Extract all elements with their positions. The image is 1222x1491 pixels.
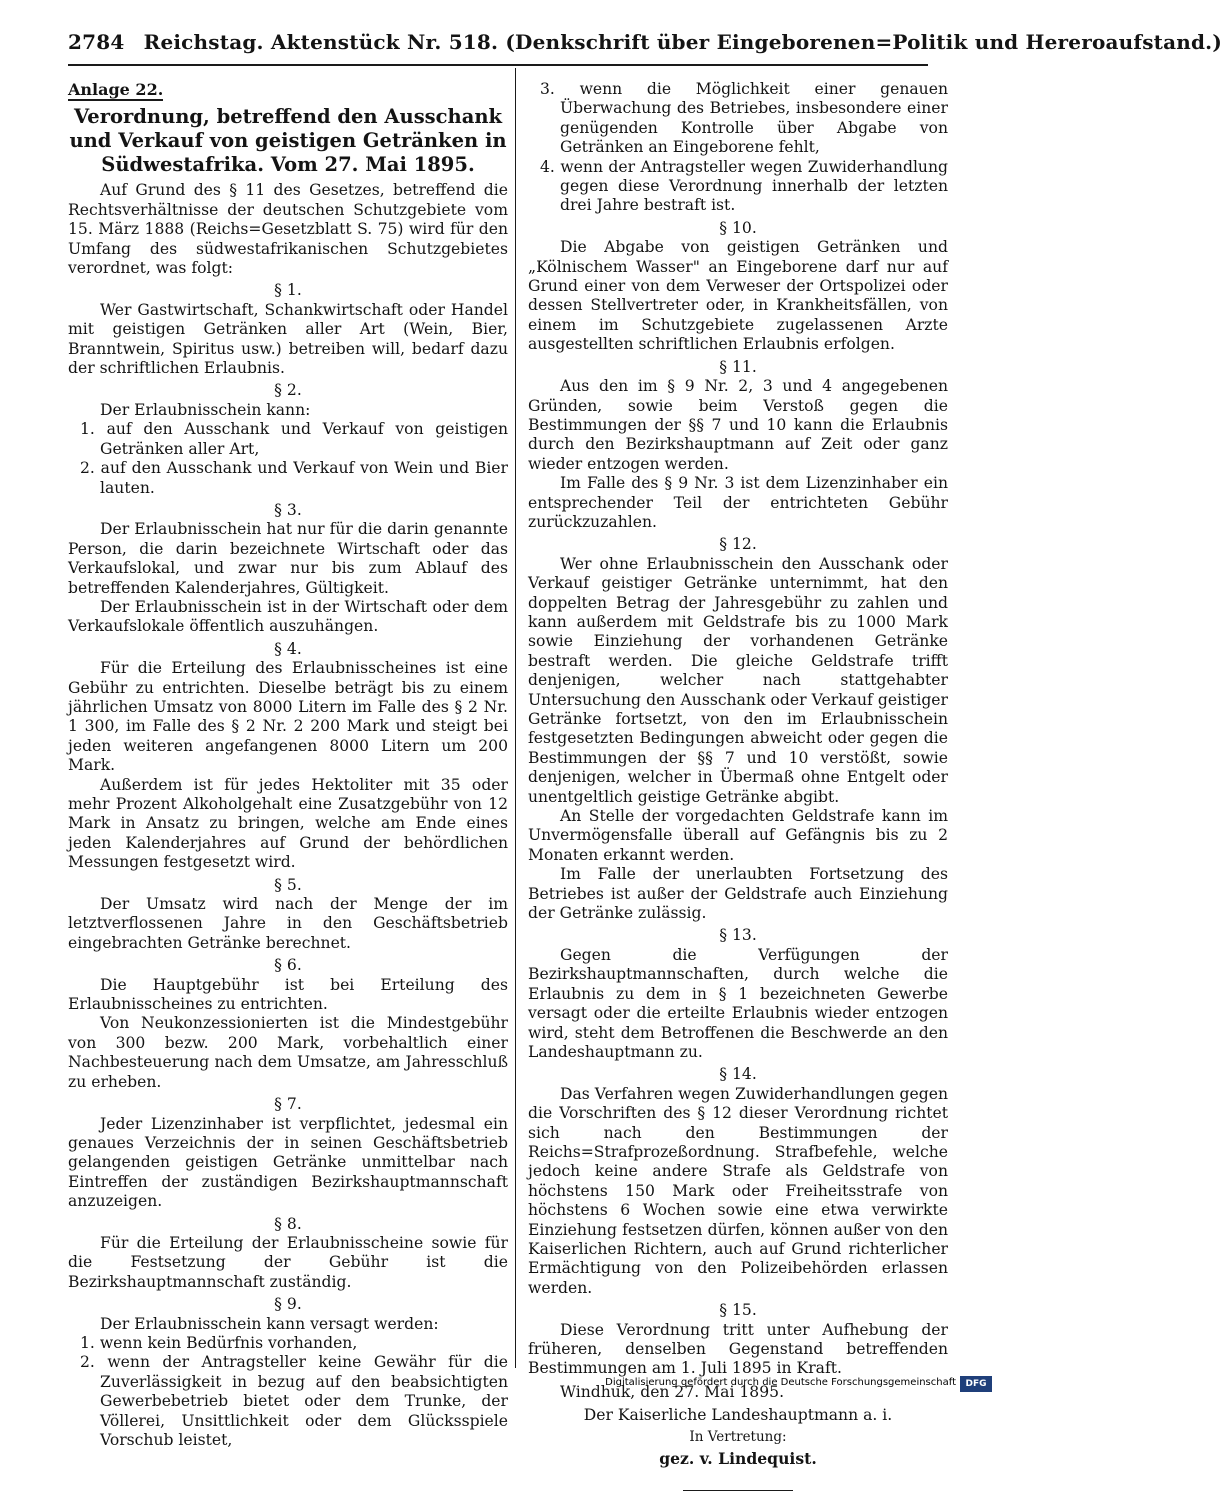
- section-heading-9: § 9.: [274, 1295, 302, 1314]
- section-12-paragraph: An Stelle der vorgedachten Geldstrafe kann im Unvermögensfalle überall auf Gefängnis bis zu 2 Monaten erkannt werden.: [528, 807, 948, 864]
- section-heading-11: § 11.: [719, 357, 757, 376]
- list-item: 4. wenn der Antragsteller wegen Zuwiderhandlung gegen diese Verordnung innerhalb der letzten drei Jahre bestraft ist.: [540, 157, 948, 215]
- section-5-paragraph: Der Umsatz wird nach der Menge der im letztverflossenen Jahre in den Geschäftsbetrieb eingebrachten Getränke berechnet.: [68, 895, 508, 952]
- left-column: [68, 80, 508, 1450]
- page-number: 2784: [68, 30, 125, 54]
- section-8-paragraph: Für die Erteilung der Erlaubnisscheine sowie für die Festsetzung der Gebühr ist die Bezirkshauptmannschaft zuständig.: [68, 1233, 508, 1291]
- section-heading-12: § 12.: [719, 535, 757, 554]
- list-item: 2. auf den Ausschank und Verkauf von Wein und Bier lauten.: [80, 459, 508, 497]
- section-heading-6: § 6.: [274, 956, 302, 975]
- section-heading-3: § 3.: [274, 500, 302, 519]
- section-6-paragraph: Die Hauptgebühr ist bei Erteilung des Erlaubnisscheines zu entrichten.: [68, 975, 508, 1014]
- list-item: 3. wenn die Möglichkeit einer genauen Überwachung des Betriebes, insbesondere einer genügenden Kontrolle über Abgabe von Getränken an Eingeborene fehlt,: [540, 80, 948, 157]
- section-1-paragraph: Wer Gastwirtschaft, Schankwirtschaft oder Handel mit geistigen Getränken aller Art (Wein, Bier, Branntwein, Spiritus usw.) betreiben will, bedarf dazu der schriftlichen Erlaubnis.: [68, 300, 508, 378]
- section-4-paragraph: Außerdem ist für jedes Hektoliter mit 35 oder mehr Prozent Alkoholgehalt eine Zusatzgebühr von 12 Mark in Ansatz zu bringen, welche am Ende eines jeden Kalenderjahres auf Grund der behördlichen Messungen festgesetzt wird.: [68, 775, 508, 872]
- section-heading-10: § 10.: [719, 218, 757, 237]
- annex-label: Anlage 22.: [68, 80, 164, 99]
- document-title: Verordnung, betreffend den Ausschank und Verkauf von geistigen Getränken in Südwestafrika. Vom 27. Mai 1895.: [69, 105, 507, 177]
- header-rule: [68, 64, 928, 66]
- section-12-paragraph: Im Falle der unerlaubten Fortsetzung des Betriebes ist außer der Geldstrafe auch Einziehung der Getränke zulässig.: [528, 865, 948, 923]
- section-9-list-left: [68, 1334, 508, 1450]
- section-heading-14: § 14.: [719, 1065, 757, 1084]
- running-title: Reichstag. Aktenstück Nr. 518. (Denkschrift über Eingeborenen=Politik und Hereroaufstand.): [143, 30, 1222, 54]
- list-item: 1. wenn kein Bedürfnis vorhanden,: [80, 1333, 358, 1352]
- section-3-paragraph: Der Erlaubnisschein hat nur für die darin genannte Person, die darin bezeichnete Wirtschaft oder das Verkaufslokal, und zwar nur bis zum Ablauf des betreffenden Kalenderjahres, Gültigkeit.: [68, 520, 508, 597]
- section-10-paragraph: Die Abgabe von geistigen Getränken und „Kölnischem Wasser" an Eingeborene darf nur auf Grund einer von dem Verweser der Ortspolizei oder dessen Stellvertreter oder, in Krankheitsfällen, von einem im Schutzgebiete zugelassenen Arzte ausgestellten schriftlichen Erlaubnis erfolgen.: [528, 238, 948, 354]
- page-header: [68, 30, 1222, 54]
- section-13-paragraph: Gegen die Verfügungen der Bezirkshauptmannschaften, durch welche die Erlaubnis zu dem in § 1 bezeichneten Gewerbe versagt oder die erteilte Erlaubnis wieder entzogen wird, steht dem Betroffenen die Beschwerde an den Landeshauptmann zu.: [528, 945, 948, 1061]
- signature-block: [528, 1383, 948, 1491]
- section-15-paragraph: Diese Verordnung tritt unter Aufhebung der früheren, denselben Gegenstand betreffenden Bestimmungen am 1. Juli 1895 in Kraft.: [528, 1320, 948, 1378]
- section-3-paragraph: Der Erlaubnisschein ist in der Wirtschaft oder dem Verkaufslokale öffentlich auszuhängen.: [68, 597, 508, 636]
- deputy-label: In Vertretung:: [689, 1428, 787, 1445]
- section-11-paragraph: Im Falle des § 9 Nr. 3 ist dem Lizenzinhaber ein entsprechender Teil der entrichteten Gebühr zurückzuzahlen.: [528, 474, 948, 531]
- right-column: [528, 80, 948, 1491]
- dfg-logo: DFG: [960, 1376, 992, 1392]
- section-12-paragraph: Wer ohne Erlaubnisschein den Ausschank oder Verkauf geistiger Getränke unternimmt, hat den doppelten Betrag der Jahresgebühr zu zahlen und kann außerdem mit Geldstrafe bis zu 1000 Mark sowie Einziehung der vorhandenen Getränke bestraft werden. Die gleiche Geldstrafe trifft denjenigen, welcher nach stattgehabter Untersuchung den Ausschank oder Verkauf geistiger Getränke fortsetzt, von den im Erlaubnisschein festgesetzten Bedingungen abweicht oder gegen die Bestimmungen der §§ 7 und 10 verstößt, sowie denjenigen, welcher in Übermaß ohne Entgelt oder unentgeltlich geistige Getränke abgibt.: [528, 554, 948, 806]
- section-2-paragraph: Der Erlaubnisschein kann:: [100, 400, 311, 419]
- section-heading-4: § 4.: [274, 639, 302, 658]
- column-divider: [515, 68, 516, 1368]
- section-6-paragraph: Von Neukonzessionierten ist die Mindestgebühr von 300 bezw. 200 Mark, vorbehaltlich einer Nachbesteuerung nach dem Umsatze, am Jahresschluß zu erheben.: [68, 1014, 508, 1091]
- list-item: 2. wenn der Antragsteller keine Gewähr für die Zuverlässigkeit in bezug auf den beabsichtigten Gewerbebetrieb bietet oder dem Trunke, der Völlerei, Unsittlichkeit oder dem Glücksspiele Vorschub leistet,: [80, 1353, 508, 1449]
- intro-paragraph: Auf Grund des § 11 des Gesetzes, betreffend die Rechtsverhältnisse der deutschen Schutzgebiete vom 15. März 1888 (Reichs=Gesetzblatt S. 75) wird für den Umfang des südwestafrikanischen Schutzgebietes verordnet, was folgt:: [68, 181, 508, 278]
- list-item: 1. auf den Ausschank und Verkauf von geistigen Getränken aller Art,: [80, 420, 508, 458]
- section-7-paragraph: Jeder Lizenzinhaber ist verpflichtet, jedesmal ein genaues Verzeichnis der in seinen Geschäftsbetrieb gelangenden geistigen Getränke unmittelbar nach Eintreffen der zuständigen Bezirkshauptmannschaft anzuzeigen.: [68, 1114, 508, 1211]
- section-heading-7: § 7.: [274, 1095, 302, 1114]
- signatory-role: Der Kaiserliche Landeshauptmann a. i.: [583, 1406, 893, 1425]
- section-14-paragraph: Das Verfahren wegen Zuwiderhandlungen gegen die Vorschriften des § 12 dieser Verordnung richtet sich nach den Bestimmungen der Reichs=Strafprozeßordnung. Strafbefehle, welche jedoch keine andere Strafe als Geldstrafe von höchstens 150 Mark oder Freiheitsstrafe von höchstens 6 Wochen sowie eine etwa verwirkte Einziehung festsetzen dürfen, können außer von den Kaiserlichen Richtern, auch auf Grund richterlicher Ermächtigung von den Polizeibehörden erlassen werden.: [528, 1084, 948, 1297]
- section-heading-1: § 1.: [274, 281, 302, 300]
- section-9-list-right: [528, 80, 948, 216]
- section-heading-8: § 8.: [274, 1214, 302, 1233]
- section-heading-15: § 15.: [719, 1301, 757, 1320]
- digitization-credit: Digitalisierung gefördert durch die Deutsche Forschungsgemeinschaft: [605, 1377, 956, 1388]
- place-date: Windhuk, den 27. Mai 1895.: [560, 1382, 785, 1401]
- section-9-paragraph: Der Erlaubnisschein kann versagt werden:: [100, 1314, 439, 1333]
- section-heading-13: § 13.: [719, 926, 757, 945]
- section-heading-5: § 5.: [274, 875, 302, 894]
- signatory-name: gez. v. Lindequist.: [659, 1449, 817, 1469]
- section-11-paragraph: Aus den im § 9 Nr. 2, 3 und 4 angegebenen Gründen, sowie beim Verstoß gegen die Bestimmungen der §§ 7 und 10 kann die Erlaubnis durch den Bezirkshauptmann auf Zeit oder ganz wieder entzogen werden.: [528, 377, 948, 473]
- section-2-list: [68, 420, 508, 498]
- section-4-paragraph: Für die Erteilung des Erlaubnisscheines ist eine Gebühr zu entrichten. Dieselbe beträgt bis zu einem jährlichen Umsatz von 8000 Litern im Falle des § 2 Nr. 1 300, im Falle des § 2 Nr. 2 200 Mark und steigt bei jeden weiteren angefangenen 8000 Litern um 200 Mark.: [68, 659, 508, 775]
- section-heading-2: § 2.: [274, 381, 302, 400]
